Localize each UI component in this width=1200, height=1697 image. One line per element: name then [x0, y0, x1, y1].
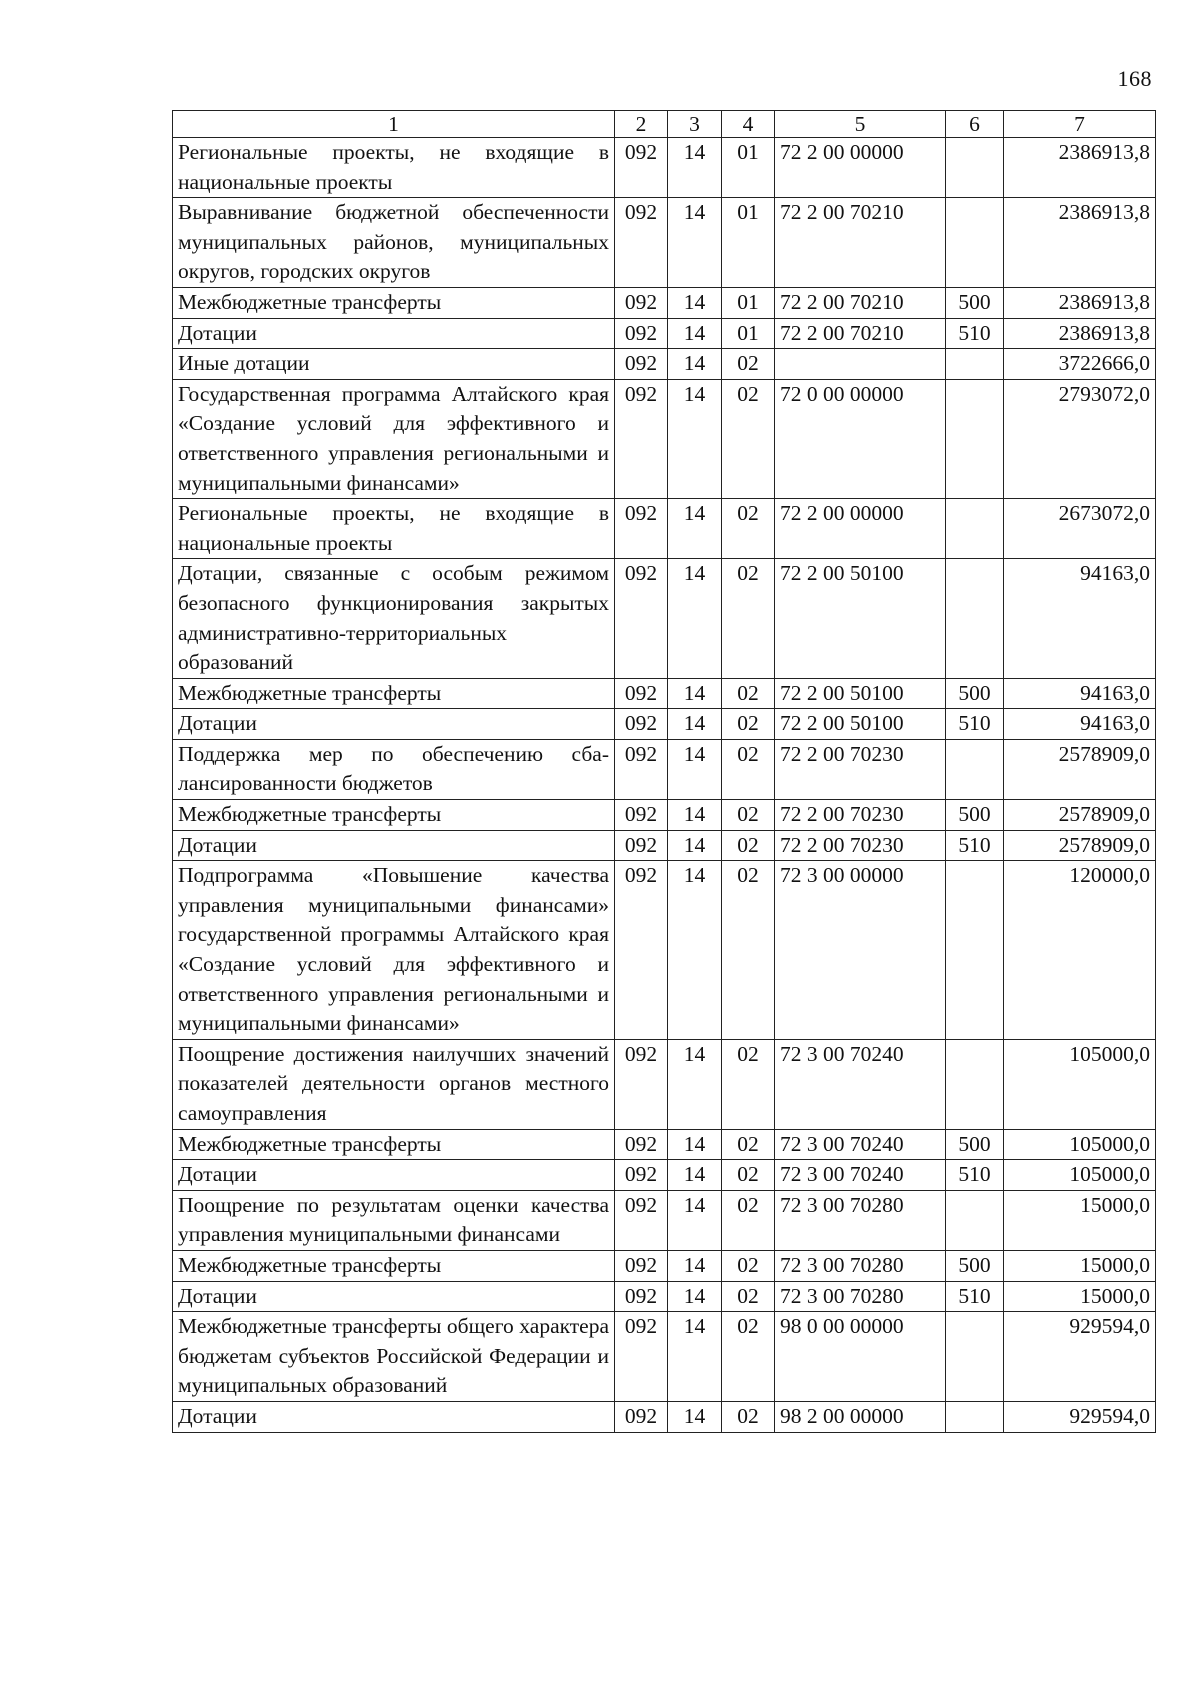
row-name-cell: Региональные проекты, не входящие в национальные проекты: [173, 499, 615, 559]
column-header: 2: [615, 111, 668, 138]
amount-cell: 15000,0: [1004, 1190, 1156, 1250]
expense-type-cell: 510: [946, 709, 1004, 740]
subsection-code-cell: 02: [722, 1039, 775, 1129]
amount-cell: 2578909,0: [1004, 739, 1156, 799]
amount-cell: 15000,0: [1004, 1281, 1156, 1312]
target-article-cell: 72 2 00 70230: [775, 739, 946, 799]
expense-type-cell: 500: [946, 678, 1004, 709]
amount-cell: 105000,0: [1004, 1039, 1156, 1129]
amount-cell: 2673072,0: [1004, 499, 1156, 559]
ministry-code-cell: 092: [615, 739, 668, 799]
subsection-code-cell: 01: [722, 138, 775, 198]
expense-type-cell: [946, 1039, 1004, 1129]
row-name-cell: Подпрограмма «Повышение качества управления муниципальными финансами» государственной программы Алтайского края «Создание условий для эффективного и ответственного управления региональными и муниципальными финансами»: [173, 861, 615, 1040]
table-row: [173, 1039, 1156, 1129]
ministry-code-cell: 092: [615, 830, 668, 861]
section-code-cell: 14: [668, 1312, 722, 1402]
row-name-cell: Региональные проекты, не входящие в национальные проекты: [173, 138, 615, 198]
subsection-code-cell: 02: [722, 499, 775, 559]
row-name-cell: Межбюджетные трансферты: [173, 1129, 615, 1160]
section-code-cell: 14: [668, 559, 722, 678]
amount-cell: 120000,0: [1004, 861, 1156, 1040]
ministry-code-cell: 092: [615, 287, 668, 318]
ministry-code-cell: 092: [615, 138, 668, 198]
table-header-row: [173, 111, 1156, 138]
ministry-code-cell: 092: [615, 678, 668, 709]
expense-type-cell: [946, 861, 1004, 1040]
amount-cell: 3722666,0: [1004, 349, 1156, 380]
row-name-cell: Дотации: [173, 1281, 615, 1312]
row-name-cell: Межбюджетные трансферты общего характера бюджетам субъектов Российской Федерации и муниципальных образований: [173, 1312, 615, 1402]
table-row: [173, 1190, 1156, 1250]
expense-type-cell: [946, 499, 1004, 559]
table-row: [173, 678, 1156, 709]
row-name-cell: Поощрение по результатам оценки качества управления муниципальными финансами: [173, 1190, 615, 1250]
subsection-code-cell: 02: [722, 1129, 775, 1160]
section-code-cell: 14: [668, 349, 722, 380]
target-article-cell: 72 2 00 70230: [775, 830, 946, 861]
amount-cell: 15000,0: [1004, 1250, 1156, 1281]
amount-cell: 2793072,0: [1004, 379, 1156, 498]
expense-type-cell: 500: [946, 1129, 1004, 1160]
amount-cell: 105000,0: [1004, 1129, 1156, 1160]
subsection-code-cell: 01: [722, 318, 775, 349]
ministry-code-cell: 092: [615, 559, 668, 678]
section-code-cell: 14: [668, 138, 722, 198]
table-row: [173, 830, 1156, 861]
section-code-cell: 14: [668, 1190, 722, 1250]
ministry-code-cell: 092: [615, 1190, 668, 1250]
row-name-cell: Дотации: [173, 709, 615, 740]
table-row: [173, 1401, 1156, 1432]
subsection-code-cell: 02: [722, 1281, 775, 1312]
expense-type-cell: 500: [946, 1250, 1004, 1281]
expense-type-cell: 500: [946, 800, 1004, 831]
subsection-code-cell: 02: [722, 739, 775, 799]
target-article-cell: 72 2 00 50100: [775, 678, 946, 709]
column-header: 3: [668, 111, 722, 138]
column-header: 7: [1004, 111, 1156, 138]
page-number: 168: [1117, 66, 1152, 91]
row-name-cell: Дотации: [173, 830, 615, 861]
amount-cell: 105000,0: [1004, 1160, 1156, 1191]
table-row: [173, 1250, 1156, 1281]
row-name-cell: Иные дотации: [173, 349, 615, 380]
expense-type-cell: [946, 559, 1004, 678]
table-row: [173, 800, 1156, 831]
row-name-cell: Поддержка мер по обеспечению сбалансированности бюджетов: [173, 739, 615, 799]
table-row: [173, 1312, 1156, 1402]
table-row: [173, 349, 1156, 380]
column-header: 4: [722, 111, 775, 138]
amount-cell: 2386913,8: [1004, 287, 1156, 318]
target-article-cell: 72 2 00 70210: [775, 287, 946, 318]
budget-table: [172, 110, 1156, 1433]
ministry-code-cell: 092: [615, 1250, 668, 1281]
row-name-cell: Межбюджетные трансферты: [173, 287, 615, 318]
expense-type-cell: [946, 1401, 1004, 1432]
target-article-cell: 72 3 00 70280: [775, 1281, 946, 1312]
table-row: [173, 198, 1156, 288]
section-code-cell: 14: [668, 739, 722, 799]
section-code-cell: 14: [668, 318, 722, 349]
subsection-code-cell: 02: [722, 559, 775, 678]
amount-cell: 94163,0: [1004, 709, 1156, 740]
section-code-cell: 14: [668, 1039, 722, 1129]
target-article-cell: 72 2 00 00000: [775, 138, 946, 198]
amount-cell: 2386913,8: [1004, 318, 1156, 349]
ministry-code-cell: 092: [615, 198, 668, 288]
table-row: [173, 739, 1156, 799]
table-row: [173, 138, 1156, 198]
row-name-cell: Межбюджетные трансферты: [173, 1250, 615, 1281]
expense-type-cell: 510: [946, 1281, 1004, 1312]
subsection-code-cell: 02: [722, 709, 775, 740]
target-article-cell: 72 2 00 70210: [775, 318, 946, 349]
column-header: 5: [775, 111, 946, 138]
expense-type-cell: [946, 379, 1004, 498]
table-row: [173, 861, 1156, 1040]
table-body: [173, 138, 1156, 1433]
target-article-cell: 72 3 00 70280: [775, 1250, 946, 1281]
expense-type-cell: [946, 1312, 1004, 1402]
target-article-cell: 72 2 00 50100: [775, 709, 946, 740]
subsection-code-cell: 01: [722, 287, 775, 318]
expense-type-cell: 500: [946, 287, 1004, 318]
subsection-code-cell: 02: [722, 379, 775, 498]
subsection-code-cell: 02: [722, 1250, 775, 1281]
row-name-cell: Поощрение достижения наилучших значений показателей деятельности органов местного самоуправления: [173, 1039, 615, 1129]
table-row: [173, 709, 1156, 740]
amount-cell: 929594,0: [1004, 1312, 1156, 1402]
ministry-code-cell: 092: [615, 800, 668, 831]
target-article-cell: 72 3 00 70240: [775, 1039, 946, 1129]
column-header: 1: [173, 111, 615, 138]
section-code-cell: 14: [668, 379, 722, 498]
target-article-cell: 72 2 00 50100: [775, 559, 946, 678]
target-article-cell: 72 0 00 00000: [775, 379, 946, 498]
target-article-cell: 98 0 00 00000: [775, 1312, 946, 1402]
table-row: [173, 379, 1156, 498]
subsection-code-cell: 02: [722, 349, 775, 380]
target-article-cell: 72 2 00 70230: [775, 800, 946, 831]
target-article-cell: 72 3 00 70240: [775, 1160, 946, 1191]
expense-type-cell: [946, 349, 1004, 380]
target-article-cell: 72 2 00 00000: [775, 499, 946, 559]
subsection-code-cell: 02: [722, 830, 775, 861]
subsection-code-cell: 02: [722, 1190, 775, 1250]
section-code-cell: 14: [668, 499, 722, 559]
section-code-cell: 14: [668, 1281, 722, 1312]
ministry-code-cell: 092: [615, 1039, 668, 1129]
section-code-cell: 14: [668, 800, 722, 831]
expense-type-cell: 510: [946, 318, 1004, 349]
section-code-cell: 14: [668, 861, 722, 1040]
ministry-code-cell: 092: [615, 709, 668, 740]
section-code-cell: 14: [668, 678, 722, 709]
target-article-cell: 98 2 00 00000: [775, 1401, 946, 1432]
amount-cell: 2578909,0: [1004, 830, 1156, 861]
row-name-cell: Дотации: [173, 1160, 615, 1191]
row-name-cell: Государственная программа Алтайского края «Создание условий для эффективного и ответственного управления региональными и муниципальными финансами»: [173, 379, 615, 498]
subsection-code-cell: 02: [722, 678, 775, 709]
target-article-cell: 72 3 00 70240: [775, 1129, 946, 1160]
column-header: 6: [946, 111, 1004, 138]
expense-type-cell: [946, 1190, 1004, 1250]
table-row: [173, 1281, 1156, 1312]
table-row: [173, 1160, 1156, 1191]
section-code-cell: 14: [668, 709, 722, 740]
expense-type-cell: 510: [946, 1160, 1004, 1191]
expense-type-cell: [946, 198, 1004, 288]
ministry-code-cell: 092: [615, 349, 668, 380]
amount-cell: 94163,0: [1004, 678, 1156, 709]
amount-cell: 2386913,8: [1004, 138, 1156, 198]
subsection-code-cell: 01: [722, 198, 775, 288]
table-row: [173, 287, 1156, 318]
expense-type-cell: 510: [946, 830, 1004, 861]
section-code-cell: 14: [668, 830, 722, 861]
row-name-cell: Межбюджетные трансферты: [173, 678, 615, 709]
ministry-code-cell: 092: [615, 499, 668, 559]
row-name-cell: Выравнивание бюджетной обеспеченности муниципальных районов, муниципальных округов, городских округов: [173, 198, 615, 288]
target-article-cell: 72 2 00 70210: [775, 198, 946, 288]
ministry-code-cell: 092: [615, 1160, 668, 1191]
expense-type-cell: [946, 739, 1004, 799]
expense-type-cell: [946, 138, 1004, 198]
table-row: [173, 1129, 1156, 1160]
subsection-code-cell: 02: [722, 1312, 775, 1402]
amount-cell: 94163,0: [1004, 559, 1156, 678]
ministry-code-cell: 092: [615, 318, 668, 349]
section-code-cell: 14: [668, 198, 722, 288]
row-name-cell: Дотации, связанные с особым режимом безопасного функционирования закрытых административно-территориальных образований: [173, 559, 615, 678]
subsection-code-cell: 02: [722, 1160, 775, 1191]
ministry-code-cell: 092: [615, 1401, 668, 1432]
amount-cell: 2578909,0: [1004, 800, 1156, 831]
subsection-code-cell: 02: [722, 861, 775, 1040]
subsection-code-cell: 02: [722, 800, 775, 831]
table-row: [173, 318, 1156, 349]
target-article-cell: 72 3 00 00000: [775, 861, 946, 1040]
section-code-cell: 14: [668, 1160, 722, 1191]
row-name-cell: Межбюджетные трансферты: [173, 800, 615, 831]
ministry-code-cell: 092: [615, 379, 668, 498]
section-code-cell: 14: [668, 1129, 722, 1160]
target-article-cell: [775, 349, 946, 380]
ministry-code-cell: 092: [615, 1129, 668, 1160]
table-row: [173, 499, 1156, 559]
row-name-cell: Дотации: [173, 1401, 615, 1432]
table-row: [173, 559, 1156, 678]
section-code-cell: 14: [668, 1250, 722, 1281]
ministry-code-cell: 092: [615, 861, 668, 1040]
ministry-code-cell: 092: [615, 1312, 668, 1402]
row-name-cell: Дотации: [173, 318, 615, 349]
ministry-code-cell: 092: [615, 1281, 668, 1312]
amount-cell: 2386913,8: [1004, 198, 1156, 288]
section-code-cell: 14: [668, 1401, 722, 1432]
section-code-cell: 14: [668, 287, 722, 318]
amount-cell: 929594,0: [1004, 1401, 1156, 1432]
target-article-cell: 72 3 00 70280: [775, 1190, 946, 1250]
subsection-code-cell: 02: [722, 1401, 775, 1432]
